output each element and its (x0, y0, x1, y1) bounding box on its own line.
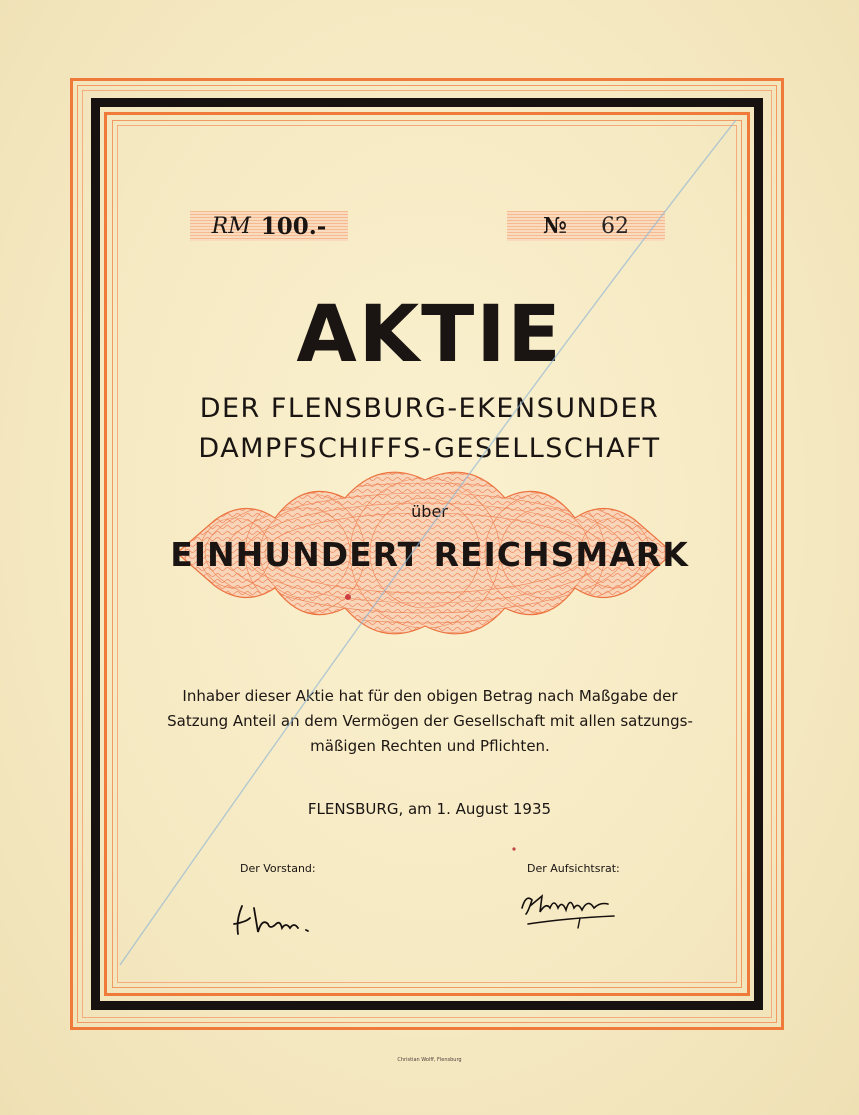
board-signature (232, 900, 322, 942)
denomination-box (190, 211, 348, 241)
board-signature-label: Der Vorstand: (240, 862, 316, 875)
certificate-title: AKTIE (296, 290, 563, 380)
company-name-line1: DER FLENSBURG-EKENSUNDER (199, 393, 660, 424)
supervisory-board-signature-label: Der Aufsichtsrat: (527, 862, 620, 875)
share-terms-text: Inhaber dieser Aktie hat für den obigen Betrag nach Maßgabe der Satzung Anteil an dem Vermögen der Gesellschaft mit allen satzungsmäßigen Rechten und Pflichten. (167, 687, 693, 755)
supervisory-board-signature (518, 888, 622, 934)
ueber-label: über (411, 502, 448, 521)
denomination-amount: 100.- (260, 212, 327, 240)
serial-number: 62 (600, 213, 629, 239)
amount-in-words: EINHUNDERT REICHSMARK (170, 535, 689, 574)
company-name-line2: DAMPFSCHIFFS-GESELLSCHAFT (198, 433, 661, 464)
currency-symbol: RM (211, 213, 251, 239)
printer-imprint: Christian Wolff, Flensburg (397, 1057, 462, 1063)
serial-number-box (507, 211, 665, 241)
place-and-date: FLENSBURG, am 1. August 1935 (307, 800, 552, 818)
number-label: № (543, 213, 567, 239)
